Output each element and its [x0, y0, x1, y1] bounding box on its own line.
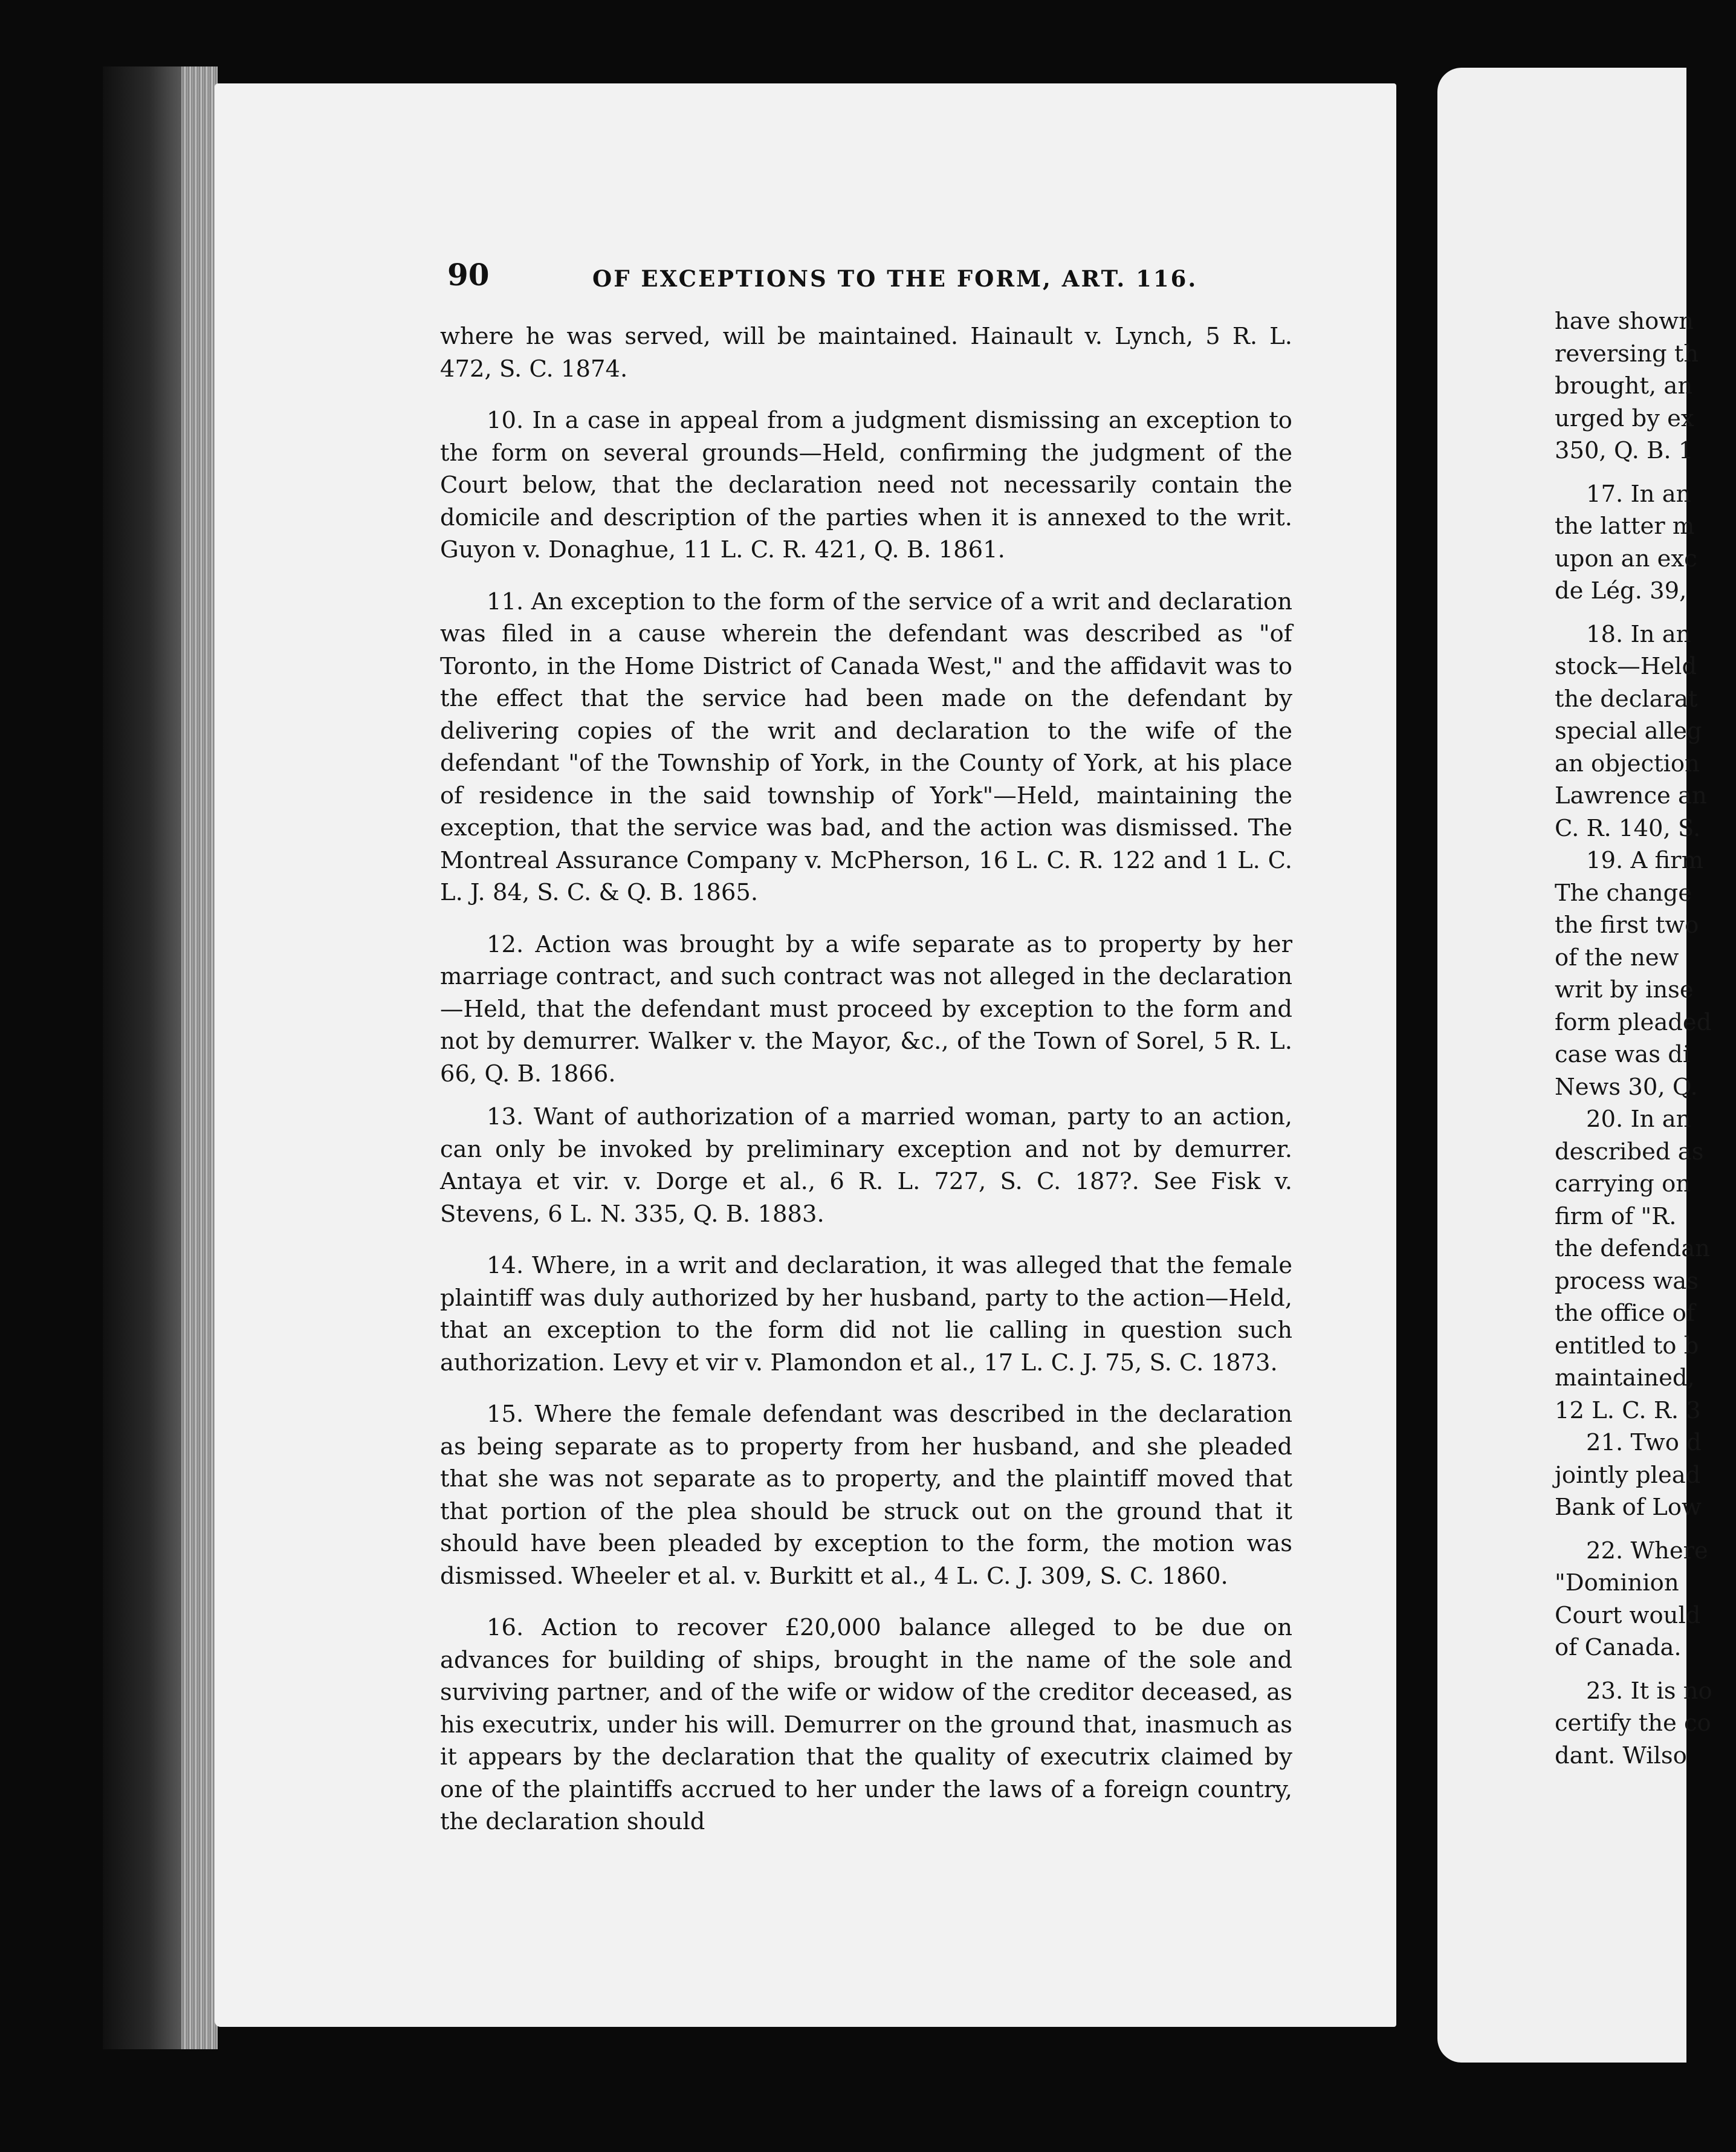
facing-line: case was di [1555, 1041, 1691, 1068]
facing-line: 18. In an [1586, 620, 1691, 648]
facing-line: de Lég. 39, [1555, 577, 1687, 604]
paragraph-13: 13. Want of authorization of a married woman, party to an action, can only be invoked by preliminary exception and not by demurrer. Antaya et vir. v. Dorge et al., 6 R. L. 727, S. C. 187?. See Fisk v. Stevens, 6 L. N. 335, Q. B. 1883. [440, 1103, 1292, 1228]
facing-line: reversing th [1555, 340, 1699, 368]
facing-line: Court would [1555, 1601, 1701, 1629]
facing-line: the declarat [1555, 685, 1698, 713]
paragraph-15: 15. Where the female defendant was described in the declaration as being separate as to property from her husband, and she pleaded that she was not separate as to property, and the plaintiff moved that that portion of the plea should be struck out on the ground that it should have been pleaded by exception to the form, the motion was dismissed. Wheeler et al. v. Burkitt et al., 4 L. C. J. 309, S. C. 1860. [440, 1401, 1292, 1590]
facing-line: News 30, Q. [1555, 1073, 1698, 1101]
facing-line: 12 L. C. R. 3 [1555, 1396, 1701, 1424]
facing-line: urged by ex [1555, 404, 1694, 432]
facing-line: 23. It is no [1586, 1677, 1712, 1705]
page-header [447, 257, 1233, 299]
paragraph-10: 10. In a case in appeal from a judgment dismissing an exception to the form on several grounds—Held, confirming the judgment of the Court below, that the declaration need not necessarily contain the domicile and description of the parties when it is annexed to the writ. Guyon v. Donaghue, 11 L. C. R. 421, Q. B. 1861. [440, 407, 1292, 563]
facing-page-text [1555, 305, 1736, 1772]
facing-line: dant. Wilso [1555, 1742, 1687, 1769]
facing-line: jointly plead [1555, 1461, 1701, 1489]
facing-line: entitled to b [1555, 1332, 1699, 1360]
facing-line: an objection [1555, 750, 1700, 777]
facing-line: brought, an [1555, 372, 1693, 400]
facing-line: firm of "R. [1555, 1202, 1677, 1230]
paragraph-12: 12. Action was brought by a wife separate as to property by her marriage contract, and such contract was not alleged in the declaration—Held, that the defendant must proceed by exception to the form and not by demurrer. Walker v. the Mayor, &c., of the Town of Sorel, 5 R. L. 66, Q. B. 1866. [440, 930, 1292, 1087]
facing-line: The change [1555, 879, 1692, 907]
main-text [440, 320, 1292, 1858]
page-number: 90 [447, 257, 490, 293]
facing-line: C. R. 140, S. [1555, 814, 1701, 842]
facing-line: form pleaded [1555, 1008, 1712, 1036]
facing-line: 19. A firm [1586, 847, 1704, 874]
facing-line: 22. Where [1586, 1537, 1708, 1564]
facing-line: have shown [1555, 308, 1694, 335]
paragraph-14: 14. Where, in a writ and declaration, it was alleged that the female plaintiff was duly authorized by her husband, party to the action—Held, that an exception to the form did not lie calling in question such authorization. Levy et vir v. Plamondon et al., 17 L. C. J. 75, S. C. 1873. [440, 1252, 1292, 1376]
facing-line: maintained, [1555, 1364, 1695, 1392]
facing-line: 21. Two d [1586, 1429, 1702, 1456]
facing-line: "Dominion [1555, 1569, 1679, 1596]
paragraph-11: 11. An exception to the form of the service of a writ and declaration was filed in a cause wherein the defendant was described as "of Toronto, in the Home District of Canada West," and the affidavit was to the effect that the service had been made on the defendant by delivering copies of the writ and declaration to the wife of the defendant "of the Township of York, in the County of York, at his place of residence in the said township of York"—Held, maintaining the exception, that the service was bad, and the action was dismissed. The Montreal Assurance Company v. McPherson, 16 L. C. R. 122 and 1 L. C. L. J. 84, S. C. & Q. B. 1865. [440, 588, 1292, 906]
facing-line: 17. In an [1586, 480, 1691, 508]
facing-line: 20. In an [1586, 1106, 1691, 1133]
facing-line: special alleg [1555, 718, 1702, 745]
facing-line: process was [1555, 1267, 1699, 1295]
facing-line: certify the co [1555, 1710, 1711, 1737]
facing-line: of the new [1555, 944, 1679, 971]
facing-line: carrying on [1555, 1170, 1691, 1198]
facing-line: the latter m [1555, 513, 1695, 540]
facing-line: upon an exc [1555, 545, 1697, 572]
facing-line: stock—Held [1555, 653, 1697, 680]
facing-line: the office of [1555, 1300, 1696, 1327]
facing-line: the defendan [1555, 1235, 1710, 1262]
paragraph-16: 16. Action to recover £20,000 balance alleged to be due on advances for building of ships, brought in the name of the sole and surviving partner, and of the wife or widow of the creditor deceased, as his executrix, under his will. Demurrer on the ground that, inasmuch as it appears by the declaration that the quality of executrix claimed by one of the plaintiffs accrued to her under the laws of a foreign country, the declaration should [440, 1614, 1292, 1835]
facing-line: writ by inse [1555, 976, 1694, 1003]
page-edges [181, 66, 218, 2049]
facing-line: Bank of Low [1555, 1494, 1702, 1521]
facing-line: of Canada. [1555, 1634, 1682, 1661]
paragraph-continued: where he was served, will be maintained. Hainault v. Lynch, 5 R. L. 472, S. C. 1874. [440, 323, 1292, 383]
running-head: OF EXCEPTIONS TO THE FORM, ART. 116. [592, 265, 1198, 292]
facing-line: Lawrence an [1555, 782, 1707, 809]
facing-line: 350, Q. B. 1 [1555, 437, 1694, 464]
facing-line: described as [1555, 1138, 1704, 1165]
facing-line: the first two [1555, 912, 1699, 939]
